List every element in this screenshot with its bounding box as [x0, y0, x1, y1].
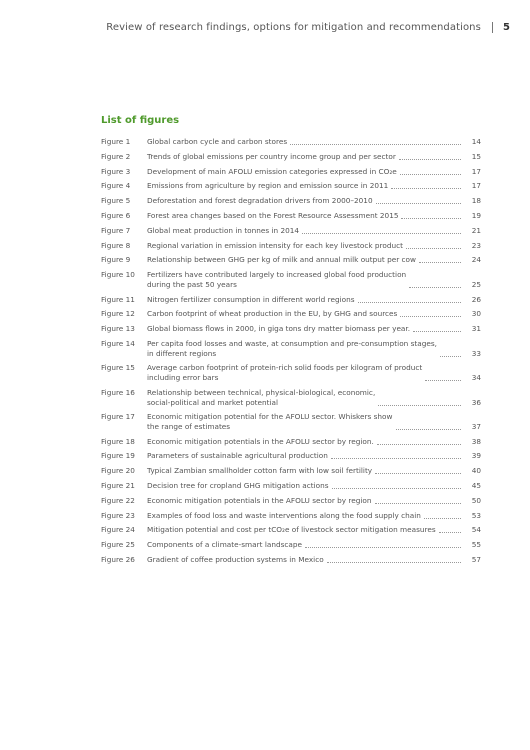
figure-page-number: 17	[471, 181, 481, 191]
figure-title-wrap	[147, 137, 465, 147]
figure-title-wrap	[147, 496, 465, 506]
figure-title: Regional variation in emission intensity for each key livestock product	[147, 240, 403, 250]
figure-title-wrap	[147, 412, 465, 432]
figure-list	[101, 137, 481, 570]
dot-leader	[424, 517, 461, 519]
figure-page-number: 14	[471, 137, 481, 146]
figure-label: Figure 25	[101, 540, 135, 550]
dot-leader	[331, 457, 461, 459]
figure-title: Economic mitigation potential for the AFOLU sector. Whiskers show the range of estimates	[147, 412, 393, 432]
figure-entry[interactable]	[101, 137, 481, 147]
figure-title-wrap	[147, 555, 465, 565]
figure-entry[interactable]	[101, 270, 481, 290]
dot-leader	[290, 143, 461, 145]
running-title: Review of research findings, options for mitigation and recommendations	[106, 22, 481, 33]
figure-entry[interactable]	[101, 388, 481, 408]
dot-leader	[439, 531, 461, 533]
figure-title: Development of main AFOLU emission categories expressed in CO₂e	[147, 166, 397, 176]
dot-leader	[413, 330, 461, 332]
figure-label: Figure 15	[101, 363, 135, 373]
dot-leader	[399, 158, 461, 160]
figure-page-number: 37	[471, 422, 481, 432]
figure-entry[interactable]	[101, 496, 481, 506]
figure-label: Figure 10	[101, 270, 135, 280]
figure-entry[interactable]	[101, 295, 481, 305]
figure-title: Emissions from agriculture by region and emission source in 2011	[147, 181, 389, 191]
figure-label: Figure 22	[101, 495, 135, 505]
dot-leader	[378, 404, 461, 406]
figure-title: Components of a climate-smart landscape	[147, 540, 302, 550]
figure-title-wrap	[147, 339, 465, 359]
dot-leader	[396, 428, 462, 430]
figure-page-number: 17	[471, 166, 481, 176]
figure-title-wrap	[147, 241, 465, 251]
figure-title: Mitigation potential and cost per tCO₂e of livestock sector mitigation measures	[147, 525, 436, 535]
figure-label: Figure 16	[101, 387, 135, 397]
dot-leader	[327, 561, 461, 563]
figure-title-wrap	[147, 481, 465, 491]
figure-title: Forest area changes based on the Forest Resource Assessment 2015	[147, 210, 399, 220]
figure-page-number: 33	[471, 348, 481, 358]
figure-title-wrap	[147, 309, 465, 319]
figure-page-number: 53	[471, 510, 481, 520]
figure-entry[interactable]	[101, 181, 481, 191]
figure-entry[interactable]	[101, 324, 481, 334]
dot-leader	[419, 261, 461, 263]
running-header	[106, 22, 510, 33]
dot-leader	[400, 315, 461, 317]
figure-label: Figure 23	[101, 510, 135, 520]
figure-entry[interactable]	[101, 152, 481, 162]
figure-page-number: 25	[471, 280, 481, 290]
figure-page-number: 50	[471, 495, 481, 505]
dot-leader	[400, 173, 461, 175]
figure-title-wrap	[147, 167, 465, 177]
header-divider	[492, 22, 493, 33]
figure-page-number: 24	[471, 255, 481, 265]
figure-title: Parameters of sustainable agricultural production	[147, 451, 328, 461]
dot-leader	[375, 502, 461, 504]
figure-title-wrap	[147, 181, 465, 191]
figure-label: Figure 26	[101, 554, 135, 564]
dot-leader	[391, 187, 461, 189]
figure-title: Nitrogen fertilizer consumption in different world regions	[147, 294, 355, 304]
figure-page-number: 57	[471, 554, 481, 564]
figure-entry[interactable]	[101, 525, 481, 535]
figure-page-number: 55	[471, 540, 481, 550]
figure-title: Global carbon cycle and carbon stores	[147, 137, 288, 146]
figure-title-wrap	[147, 511, 465, 521]
figure-title: Economic mitigation potentials in the AFOLU sector by region	[147, 495, 372, 505]
figure-title: Global biomass flows in 2000, in giga tons dry matter biomass per year.	[147, 324, 411, 334]
dot-leader	[302, 232, 461, 234]
figure-label: Figure 24	[101, 525, 135, 535]
figure-entry[interactable]	[101, 339, 481, 359]
figure-page-number: 38	[471, 436, 481, 446]
figure-title: Relationship between technical, physical-biological, economic, social-political and market potential	[147, 387, 376, 407]
figure-entry[interactable]	[101, 255, 481, 265]
figure-entry[interactable]	[101, 363, 481, 383]
figure-label: Figure 14	[101, 338, 135, 348]
figure-title: Carbon footprint of wheat production in the EU, by GHG and sources	[147, 309, 398, 319]
figure-entry[interactable]	[101, 466, 481, 476]
figure-entry[interactable]	[101, 481, 481, 491]
figure-title: Typical Zambian smallholder cotton farm with low soil fertility	[147, 466, 373, 476]
figure-label: Figure 9	[101, 255, 131, 265]
figure-title-wrap	[147, 437, 465, 447]
figure-page-number: 40	[471, 466, 481, 476]
figure-title: Per capita food losses and waste, at consumption and pre-consumption stages, in different regions	[147, 338, 437, 358]
figure-label: Figure 18	[101, 436, 135, 446]
dot-leader	[375, 472, 461, 474]
figure-title-wrap	[147, 466, 465, 476]
figure-entry[interactable]	[101, 196, 481, 206]
figure-title: Gradient of coffee production systems in Mexico	[147, 554, 324, 564]
figure-label: Figure 11	[101, 294, 135, 304]
figure-entry[interactable]	[101, 226, 481, 236]
figure-page-number: 19	[471, 210, 481, 220]
figure-title: Global meat production in tonnes in 2014	[147, 225, 300, 235]
figure-title-wrap	[147, 388, 465, 408]
figure-label: Figure 1	[101, 137, 131, 146]
figure-title: Economic mitigation potentials in the AFOLU sector by region.	[147, 436, 374, 446]
dot-leader	[406, 247, 461, 249]
figure-label: Figure 7	[101, 225, 131, 235]
figure-page-number: 31	[471, 324, 481, 334]
figure-page-number: 36	[471, 397, 481, 407]
dot-leader	[377, 443, 461, 445]
figure-title-wrap	[147, 270, 465, 290]
figure-label: Figure 2	[101, 151, 131, 161]
figure-label: Figure 3	[101, 166, 131, 176]
figure-label: Figure 12	[101, 309, 135, 319]
dot-leader	[332, 487, 461, 489]
figure-title: Fertilizers have contributed largely to increased global food production during the past 50 years	[147, 270, 407, 290]
figure-label: Figure 4	[101, 181, 131, 191]
figure-title-wrap	[147, 211, 465, 221]
figure-page-number: 18	[471, 196, 481, 206]
figure-entry[interactable]	[101, 437, 481, 447]
figure-title: Relationship between GHG per kg of milk and annual milk output per cow	[147, 255, 416, 265]
figure-entry[interactable]	[101, 211, 481, 221]
figure-entry[interactable]	[101, 555, 481, 565]
figure-entry[interactable]	[101, 241, 481, 251]
dot-leader	[401, 217, 461, 219]
figure-label: Figure 17	[101, 412, 135, 422]
figure-title-wrap	[147, 196, 465, 206]
dot-leader	[358, 301, 462, 303]
dot-leader	[409, 286, 461, 288]
figure-page-number: 34	[471, 373, 481, 383]
figure-title-wrap	[147, 525, 465, 535]
figure-entry[interactable]	[101, 540, 481, 550]
figure-page-number: 26	[471, 294, 481, 304]
figure-title: Examples of food loss and waste interventions along the food supply chain	[147, 510, 421, 520]
figure-label: Figure 20	[101, 466, 135, 476]
figure-page-number: 39	[471, 451, 481, 461]
figure-entry[interactable]	[101, 511, 481, 521]
figure-title-wrap	[147, 295, 465, 305]
figure-title-wrap	[147, 324, 465, 334]
figure-title: Decision tree for cropland GHG mitigation actions	[147, 480, 329, 490]
figure-label: Figure 21	[101, 480, 135, 490]
dot-leader	[425, 379, 461, 381]
dot-leader	[305, 546, 461, 548]
figure-page-number: 23	[471, 240, 481, 250]
figure-label: Figure 13	[101, 324, 135, 334]
figure-title-wrap	[147, 255, 465, 265]
figure-entry[interactable]	[101, 412, 481, 432]
figure-label: Figure 6	[101, 210, 131, 220]
figure-title-wrap	[147, 451, 465, 461]
figure-page-number: 21	[471, 225, 481, 235]
figure-title-wrap	[147, 226, 465, 236]
figure-entry[interactable]	[101, 309, 481, 319]
figure-entry[interactable]	[101, 167, 481, 177]
list-of-figures-heading: List of figures	[101, 115, 180, 126]
figure-title-wrap	[147, 540, 465, 550]
page-number: 5	[502, 22, 510, 33]
figure-title-wrap	[147, 152, 465, 162]
figure-title: Average carbon footprint of protein-rich solid foods per kilogram of product including error bars	[147, 363, 423, 383]
figure-page-number: 15	[471, 151, 481, 161]
figure-page-number: 54	[471, 525, 481, 535]
figure-title: Deforestation and forest degradation drivers from 2000–2010	[147, 196, 373, 206]
figure-label: Figure 8	[101, 240, 131, 250]
figure-title: Trends of global emissions per country income group and per sector	[147, 151, 396, 161]
figure-label: Figure 19	[101, 451, 135, 461]
figure-page-number: 45	[471, 480, 481, 490]
dot-leader	[440, 355, 461, 357]
figure-page-number: 30	[471, 309, 481, 319]
figure-label: Figure 5	[101, 196, 131, 206]
dot-leader	[376, 202, 461, 204]
figure-title-wrap	[147, 363, 465, 383]
figure-entry[interactable]	[101, 451, 481, 461]
